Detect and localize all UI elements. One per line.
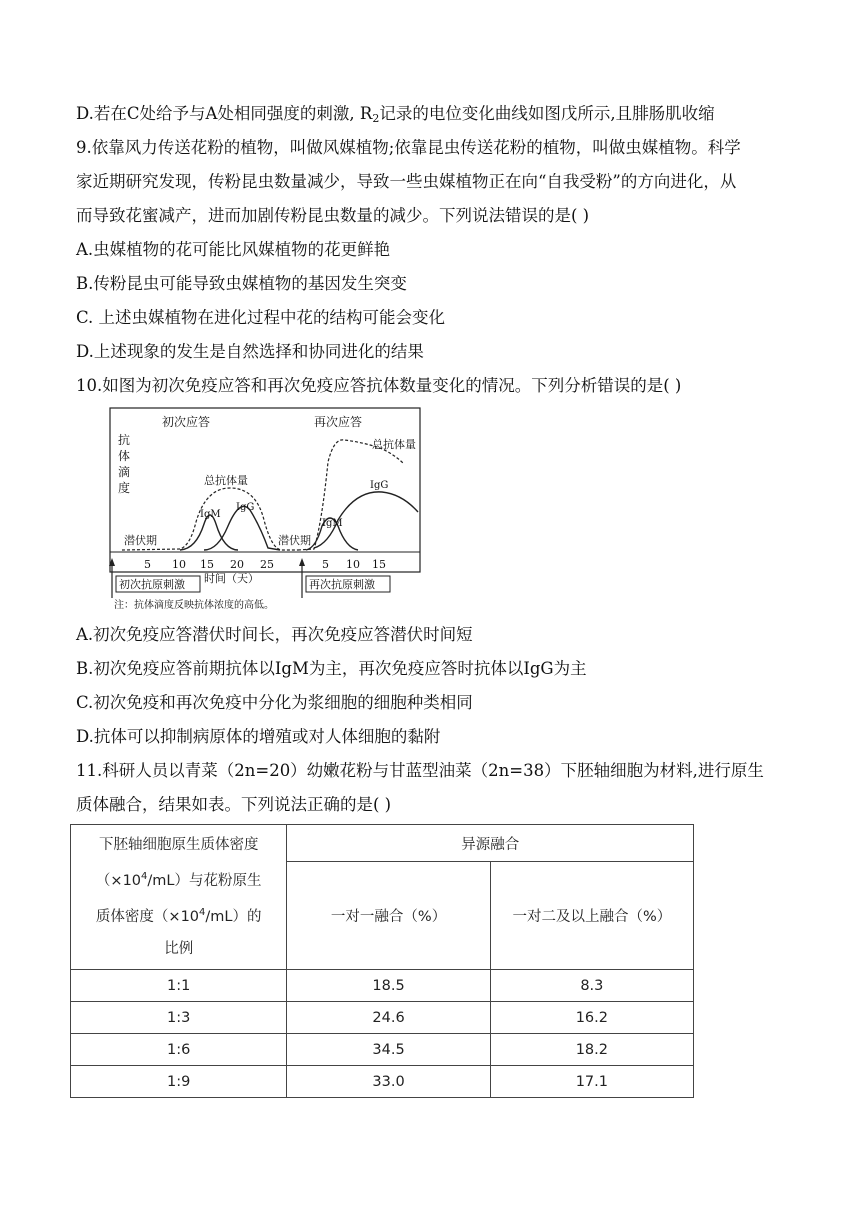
one-to-many-cell: 16.2	[490, 1002, 693, 1034]
one-to-many-cell: 17.1	[490, 1066, 693, 1098]
secondary-latent-label: 潜伏期	[278, 534, 311, 547]
one-to-one-cell: 18.5	[287, 970, 490, 1002]
primary-total-label: 总抗体量	[204, 474, 248, 487]
tick-secondary-15: 15	[372, 558, 386, 571]
ratio-cell: 1:9	[71, 1066, 287, 1098]
question-9-option-a: A.虫媒植物的花可能比风媒植物的花更鲜艳	[76, 240, 391, 259]
question-9-stem-line-2: 家近期研究发现，传粉昆虫数量减少，导致一些虫媒植物正在向“自我受粉”的方向进化，从	[76, 172, 737, 191]
question-9-option-d: D.上述现象的发生是自然选择和协同进化的结果	[76, 342, 424, 361]
primary-stimulus-label: 初次抗原刺激	[119, 578, 185, 591]
secondary-total-label: 总抗体量	[372, 438, 416, 451]
question-9-stem-line-1: 9.依靠风力传送花粉的植物，叫做风媒植物;依靠昆虫传送花粉的植物，叫做虫媒植物。科学	[76, 138, 741, 157]
one-to-many-header: 一对二及以上融合（%）	[490, 862, 693, 970]
question-8-option-d: D.若在C处给予与A处相同强度的刺激, $R_2$记录的电位变化曲线如图戊所示,且腓肠肌收缩	[76, 104, 715, 125]
y-label-4: 度	[118, 481, 131, 495]
one-to-one-cell: 24.6	[287, 1002, 490, 1034]
one-to-one-cell: 34.5	[287, 1034, 490, 1066]
heterologous-fusion-header: 异源融合	[287, 825, 694, 862]
one-to-many-cell: 18.2	[490, 1034, 693, 1066]
primary-igg-label: IgG	[236, 502, 255, 513]
primary-latent-label: 潜伏期	[124, 534, 157, 547]
question-11-stem-line-1: 11.科研人员以青菜（2n=20）幼嫩花粉与甘蓝型油菜（2n=38）下胚轴细胞为材料,进行原生	[76, 761, 764, 780]
one-to-one-cell: 33.0	[287, 1066, 490, 1098]
primary-igm-label: IgM	[200, 509, 221, 520]
secondary-total-curve	[298, 440, 404, 550]
table-row	[71, 1034, 694, 1066]
table-row	[71, 1066, 694, 1098]
secondary-response-title: 再次应答	[314, 415, 363, 429]
one-to-many-cell: 8.3	[490, 970, 693, 1002]
tick-primary-5: 5	[144, 558, 151, 571]
question-10-stem: 10.如图为初次免疫应答和再次免疫应答抗体数量变化的情况。下列分析错误的是( )	[76, 376, 682, 395]
y-label-3: 滴	[118, 465, 131, 479]
ratio-cell: 1:1	[71, 970, 287, 1002]
secondary-igm-label: IgM	[322, 518, 343, 529]
antibody-graph	[100, 402, 430, 614]
tick-primary-20: 20	[230, 558, 244, 571]
x-axis-label: 时间（天）	[204, 572, 259, 585]
figure-note: 注：抗体滴度反映抗体浓度的高低。	[114, 600, 274, 611]
one-to-one-header: 一对一融合（%）	[287, 862, 490, 970]
y-label-1: 抗	[118, 433, 131, 447]
ratio-cell: 1:6	[71, 1034, 287, 1066]
primary-response-title: 初次应答	[162, 415, 211, 429]
question-11-stem-line-2: 质体融合，结果如表。下列说法正确的是( )	[76, 795, 392, 814]
fusion-results-table	[70, 824, 694, 1098]
tick-primary-10: 10	[172, 558, 186, 571]
ratio-cell: 1:3	[71, 1002, 287, 1034]
tick-primary-25: 25	[260, 558, 274, 571]
tick-secondary-5: 5	[322, 558, 329, 571]
tick-primary-15: 15	[200, 558, 214, 571]
question-10-option-a: A.初次免疫应答潜伏时间长，再次免疫应答潜伏时间短	[76, 625, 473, 644]
question-9-option-b: B.传粉昆虫可能导致虫媒植物的基因发生突变	[76, 274, 407, 293]
ratio-column-header: 下胚轴细胞原生质体密度 $(\times 10^4/mL)$与花粉原生 质体密度$(\times 10^4/mL)$的 比例	[71, 825, 287, 970]
table-row	[71, 970, 694, 1002]
secondary-igg-label: IgG	[370, 480, 389, 491]
tick-secondary-10: 10	[346, 558, 360, 571]
secondary-arrow-head	[299, 558, 305, 566]
question-9-option-c: C. 上述虫媒植物在进化过程中花的结构可能会变化	[76, 308, 446, 327]
question-10-option-c: C.初次免疫和再次免疫中分化为浆细胞的细胞种类相同	[76, 693, 473, 712]
question-10-option-d: D.抗体可以抑制病原体的增殖或对人体细胞的黏附	[76, 727, 441, 746]
primary-igm-curve	[180, 515, 238, 550]
question-10-option-b: B.初次免疫应答前期抗体以IgM为主，再次免疫应答时抗体以IgG为主	[76, 659, 587, 678]
table-row	[71, 1002, 694, 1034]
secondary-stimulus-label: 再次抗原刺激	[309, 578, 375, 591]
y-label-2: 体	[118, 449, 131, 463]
antibody-response-figure	[100, 402, 430, 614]
question-9-stem-line-3: 而导致花蜜减产，进而加剧传粉昆虫数量的减少。下列说法错误的是( )	[76, 206, 590, 225]
